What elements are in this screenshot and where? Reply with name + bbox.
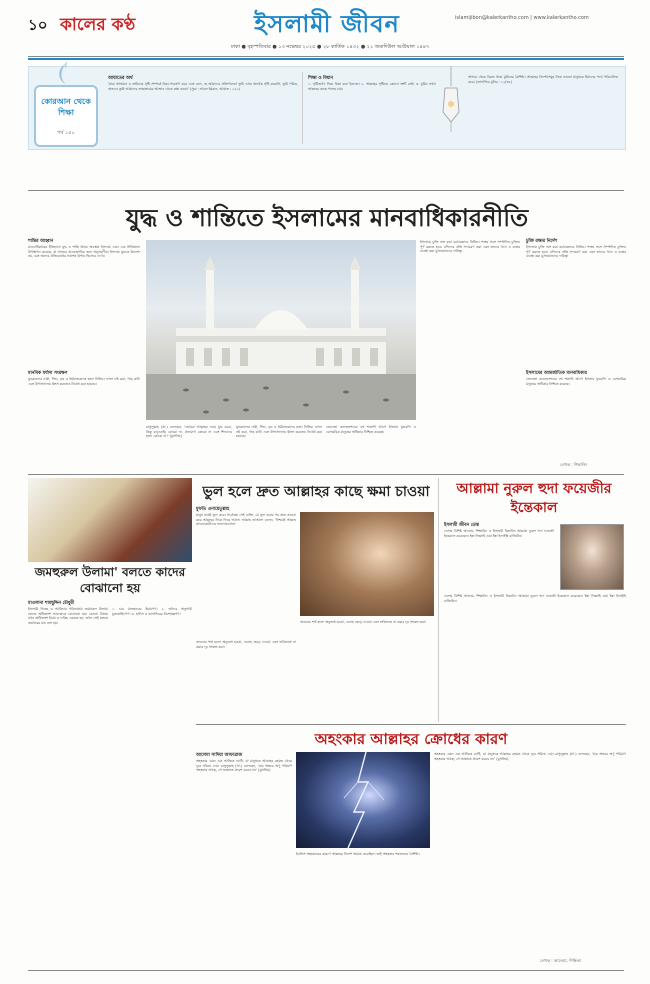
jumhur-headline: জমহুরুল উলামা' বলতে কাদের বোঝানো হয় [34, 565, 186, 595]
header-accent-divider [28, 58, 624, 60]
jumhur-body-2: ১. চার মাজহাবের ইমামগণ। ২. তাঁদের অনুসারী মুজতাহিদগণ। ৩. হাদিস ও তাফসিরের বিশেষজ্ঞগণ। [112, 607, 192, 616]
main-headline: যুদ্ধ ও শান্তিতে ইসলামের মানবাধিকারনীতি [125, 203, 529, 232]
mosque-illustration [146, 240, 416, 420]
obituary-body-2: দেশের বিশিষ্ট আলেম, শিক্ষাবিদ ও ইসলামী চিন্তাবিদ আল্লামা নুরুল হুদা ফয়েজী ইন্তেকাল করেছেন। ইন্না লিল্লাহি ওয়া ইন্না ইলাইহি রাজিউন। [444, 594, 626, 603]
jumhur-body-1: ইসলামী ফিকহ ও আকিদার পরিভাষায় জমহুরুল উলামা বলতে অধিকাংশ আলেমকে বোঝানো হয়। কোনো বিষয়ে যখন অধিকাংশ ইমাম ও ফকিহ একমত হন, তখন সেই মতকে জমহুরের মত বলা হয়। [28, 607, 108, 625]
main-mid-body-2: যুদ্ধকালেও নারী, শিশু, বৃদ্ধ ও ধর্মযাজকদের হত্যা নিষিদ্ধ। ফসল নষ্ট করা, গাছ কাটা এবং উপাসনালয় ধ্বংস করতেও নিষেধ করা হয়েছে। [236, 425, 322, 439]
quran-badge-title: কোরআন থেকে শিক্ষা [41, 97, 91, 117]
dateline: ঢাকা ● বৃহস্পতিবার ● ১৩ নভেম্বর ২০২৫ ● ২৮ কার্তিক ১৪৩২ ● ২১ জমাদিউল আউয়াল ১৪৪৭ [230, 44, 430, 50]
arrogance-author: আলেমা সাদিয়া আফরোজ [196, 753, 243, 758]
forgiveness-headline: ভুল হলে দ্রুত আল্লাহর কাছে ক্ষমা চাওয়া [202, 484, 430, 500]
forgiveness-body-3: তাওবার শর্ত হলো অনুতপ্ত হওয়া, গুনাহ ছেড়ে দেওয়া এবং ভবিষ্যতে না করার দৃঢ় সংকল্প করা। [196, 640, 296, 649]
main-left-subhead-2: মানবিক মর্যাদা সংরক্ষণ [28, 371, 68, 376]
obituary-portrait-photo [560, 524, 624, 590]
page-header [0, 0, 650, 64]
arrogance-body-3: অহংকার এমন এক আত্মিক ব্যাধি, যা মানুষকে আল্লাহর রহমত থেকে দূরে সরিয়ে দেয়। রাসুলুল্লাহ (সা.) বলেছেন, 'যার অন্তরে অণু পরিমাণ অহংকার আছে, সে জান্নাতে প্রবেশ করবে না।' (মুসলিম) [434, 752, 626, 761]
page-number: ১০ [28, 16, 48, 34]
main-left-body: মানবাধিকারের ইতিহাসে যুদ্ধ ও শান্তি উভয় অবস্থায় ইসলাম এমন এক নীতিমালা উপস্থাপন করেছে, যা আজও মানবজাতির জন্য অনুসরণীয়। ইসলাম যুদ্ধকে উদ্দেশ্য নয়, বরং অন্যায় প্রতিরোধের সর্বশেষ উপায় হিসেবে দেখে। [28, 245, 140, 259]
section-divider-2 [196, 724, 626, 725]
lightning-bolt-icon [296, 752, 430, 848]
main-right-body-2: ইসলামে চুক্তি ভঙ্গ করা কঠোরভাবে নিষিদ্ধ। শত্রুর সঙ্গে সম্পাদিত চুক্তিও পূর্ণ করতে হবে। বন্দিদের প্রতি সদাচরণ করা এবং তাদের খাদ্য ও বস্ত্রের ব্যবস্থা করা মুসলমানদের দায়িত্ব। [526, 245, 626, 259]
main-right-subhead-2: ইসলামের আন্তর্জাতিক মানবাধিকার [526, 371, 587, 376]
footer-rule [28, 970, 624, 971]
main-right-body: ইসলামে চুক্তি ভঙ্গ করা কঠোরভাবে নিষিদ্ধ। শত্রুর সঙ্গে সম্পাদিত চুক্তিও পূর্ণ করতে হবে। বন্দিদের প্রতি সদাচরণ করা এবং তাদের খাদ্য ও বস্ত্রের ব্যবস্থা করা মুসলমানদের দায়িত্ব। [420, 240, 520, 254]
obituary-headline: আল্লামা নুরুল হুদা ফয়েজীর ইন্তেকাল [456, 481, 612, 516]
main-mid-body-3: জেনেভা কনভেনশনের বহু শতাব্দী আগে ইসলাম যুদ্ধবন্দি ও বেসামরিক মানুষের অধিকার নিশ্চিত করেছে। [326, 425, 416, 434]
books-photo [28, 478, 192, 562]
mosque-photo [146, 240, 416, 420]
main-mid-body-1: রাসুলুল্লাহ (সা.) বলেছেন, 'তোমরা আল্লাহর নামে যুদ্ধ করো, কিন্তু বাড়াবাড়ি কোরো না, প্রতারণা কোরো না এবং শিশুদের হত্যা কোরো না।' (মুসলিম) [146, 425, 232, 439]
section-divider-1 [28, 474, 624, 475]
quran-column-divider [302, 72, 303, 144]
header-divider [28, 56, 624, 57]
quran-badge-number: পর্ব ১৫০ [57, 130, 75, 136]
section-email[interactable]: islamijibon@kalerkantho.com | www.kalerkantho.com [455, 15, 589, 21]
forgiveness-body-2: তাওবার শর্ত হলো অনুতপ্ত হওয়া, গুনাহ ছেড়ে দেওয়া এবং ভবিষ্যতে না করার দৃঢ় সংকল্প করা। [300, 620, 427, 624]
praying-hands-photo [300, 512, 434, 616]
forgiveness-author: মুফতি এনায়েতুল্লাহ [196, 507, 230, 512]
lantern-icon [440, 66, 462, 138]
obituary-divider [438, 478, 439, 722]
forgiveness-body-1: মানুষ মাত্রই ভুল করে। সর্বোত্তম সেই ব্যক্তি, যে ভুল করার পর দ্রুত তাওবা করে আল্লাহর দিকে ফিরে আসে। আল্লাহ তাআলা বলেন, 'নিশ্চয়ই আল্লাহ তাওবাকারীদের ভালোবাসেন।' [196, 513, 296, 527]
main-right-subhead: চুক্তি রক্ষার নির্দেশ [526, 239, 558, 244]
crescent-ornament-icon [34, 62, 98, 86]
headline-top-rule [28, 190, 624, 191]
lesson-text: ১. সৃষ্টিজগৎ নিয়ে চিন্তা করা ইবাদত। ২. আল্লাহর সৃষ্টিতে কোনো ত্রুটি নেই। ৩. মুমিন সর্বদা আল্লাহর কাছে পানাহ চায়। [308, 82, 436, 91]
arrogance-headline: অহংকার আল্লাহর ক্রোধের কারণ [314, 730, 508, 748]
arrogance-body-2: ইবলিস অহংকারের কারণে আল্লাহর নির্দেশ অমান্য করেছিল। তাই অহংকার শয়তানের বৈশিষ্ট্য। [296, 852, 420, 856]
lightning-storm-photo [296, 752, 430, 848]
lesson-text-continued: অপচয় থেকে বিরত থাকা মুমিনের বৈশিষ্ট্য। আল্লাহর নিদর্শনসমূহ নিয়ে ভাবনা মানুষকে ঈমানের পথে পরিচালিত করে। (তাফসিরে মুনির : ১২/৩৫) [468, 75, 618, 84]
verse-meaning-heading: আয়াতের অর্থ [108, 76, 133, 81]
obituary-body-1: দেশের বিশিষ্ট আলেম, শিক্ষাবিদ ও ইসলামী চিন্তাবিদ আল্লামা নুরুল হুদা ফয়েজী ইন্তেকাল করেছেন। ইন্না লিল্লাহি ওয়া ইন্না ইলাইহি রাজিউন। [444, 529, 554, 538]
lesson-heading: শিক্ষা ও বিধান [308, 76, 334, 81]
obituary-desk: ইসলামী জীবন ডেস্ক [444, 523, 479, 528]
main-left-subhead: শান্তির আহ্বান [28, 239, 54, 244]
main-left-body-2: যুদ্ধকালেও নারী, শিশু, বৃদ্ধ ও ধর্মযাজকদের হত্যা নিষিদ্ধ। ফসল নষ্ট করা, গাছ কাটা এবং উপাসনালয় ধ্বংস করতেও নিষেধ করা হয়েছে। [28, 377, 140, 386]
verse-meaning-text: 'যারা আসমান ও জমিনের সৃষ্টি সম্পর্কে চিন্তা-গবেষণা করে এবং বলে, হে আমাদের প্রতিপালক! তুমি এসব অনর্থক সৃষ্টি করোনি, তুমি পবিত্র, অতএব তুমি আমাদের জাহান্নামের আজাব থেকে রক্ষা করো।' (সুরা : আলে ইমরান, আয়াত : ১৯১) [108, 82, 298, 91]
arrogance-article-author: লেখক : আলেমা, শিক্ষিকা [540, 958, 581, 963]
arrogance-body-1: অহংকার এমন এক আত্মিক ব্যাধি, যা মানুষকে আল্লাহর রহমত থেকে দূরে সরিয়ে দেয়। রাসুলুল্লাহ (সা.) বলেছেন, 'যার অন্তরে অণু পরিমাণ অহংকার আছে, সে জান্নাতে প্রবেশ করবে না।' (মুসলিম) [196, 759, 292, 773]
newspaper-name: কালের কণ্ঠ [60, 15, 136, 35]
main-article-author: লেখক : শিক্ষাবিদ [560, 462, 588, 467]
section-title: ইসলামী জীবন [254, 9, 400, 38]
jumhur-author: মাওলানা শামছুদ্দিন চৌধুরী [28, 601, 75, 606]
main-right-body-3: জেনেভা কনভেনশনের বহু শতাব্দী আগে ইসলাম যুদ্ধবন্দি ও বেসামরিক মানুষের অধিকার নিশ্চিত করেছে। [526, 377, 626, 386]
